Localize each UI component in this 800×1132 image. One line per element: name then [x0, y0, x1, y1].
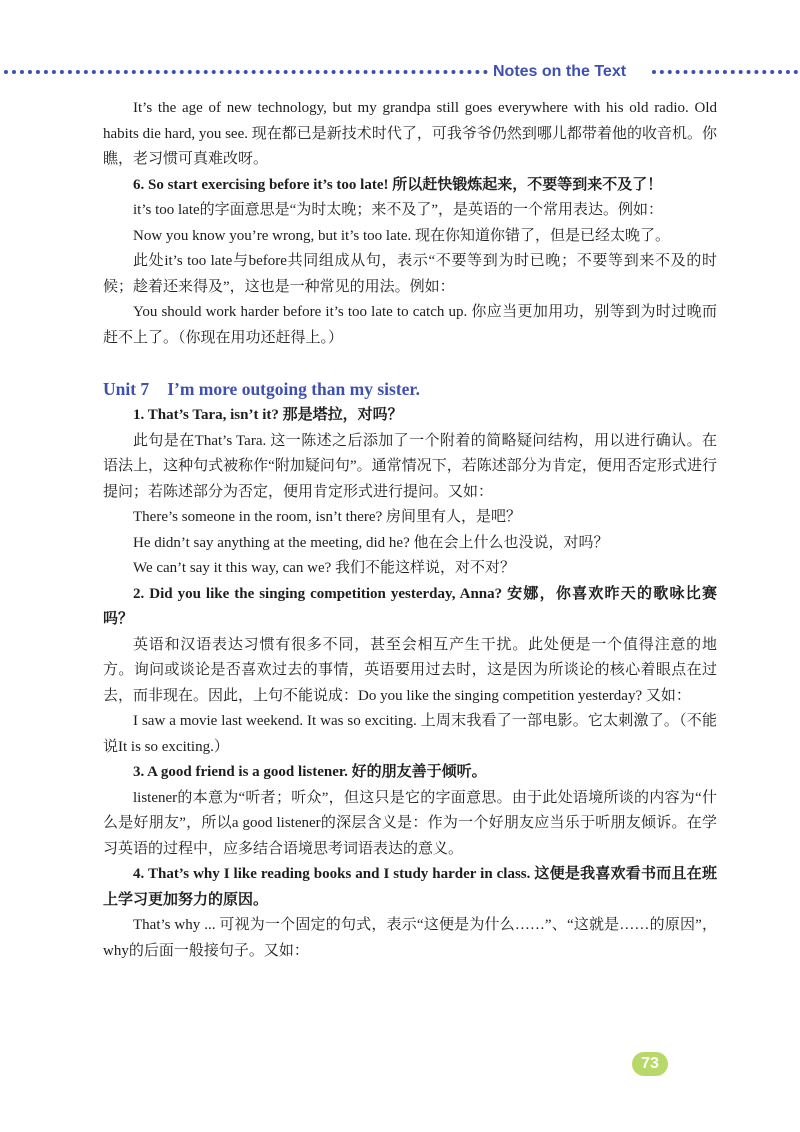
note-heading-4: 4. That’s why I like reading books and I study harder in class. 这便是我喜欢看书而且在班上学习更加努力的原因。 — [103, 866, 717, 908]
note-heading-1: 1. That’s Tara, isn’t it? 那是塔拉，对吗？ — [133, 407, 403, 423]
note-heading-3: 3. A good friend is a good listener. 好的朋友善于倾听。 — [133, 764, 487, 780]
unit-title: I’m more outgoing than my sister. — [167, 379, 420, 399]
note-text: That’s why ... 可视为一个固定的句式，表示“这便是为什么……”、“这就是……的原因”，why的后面一般接句子。又如： — [103, 917, 717, 959]
running-header — [0, 58, 800, 86]
note-heading-6: 6. So start exercising before it’s too late! 所以赶快锻炼起来，不要等到来不及了！ — [133, 176, 663, 193]
unit-heading — [103, 375, 717, 403]
page-number: 73 — [632, 1052, 668, 1076]
page-body — [103, 96, 717, 964]
note-text: it’s too late的字面意思是“为时太晚；来不及了”，是英语的一个常用表达。例如： — [133, 202, 663, 218]
note-text: listener的本意为“听者；听众”，但这只是它的字面意思。由于此处语境所谈的内容为“什么是好朋友”，所以a good listener的深层含义是：作为一个好朋友应当乐于听朋友倾诉。在学习英语的过程中，应多结合语境思考词语表达的意义。 — [103, 789, 717, 857]
note-text: 此句是在That’s Tara. 这一陈述之后添加了一个附着的简略疑问结构，用以进行确认。在语法上，这种句式被称作“附加疑问句”。通常情况下，若陈述部分为肯定，便用否定形式进行提问；若陈述部分为否定，便用肯定形式进行提问。又如： — [103, 432, 717, 500]
header-dotted-rule-left — [4, 70, 488, 74]
unit-label: Unit 7 — [103, 379, 150, 399]
example-paragraph: It’s the age of new technology, but my grandpa still goes everywhere with his old radio. Old habits die hard, you see. 现在都已是新技术时代了，可我爷爷仍然到哪儿都带着他的收音机。你瞧，老习惯可真难改呀。 — [103, 100, 717, 167]
note-heading-2: 2. Did you like the singing competition yesterday, Anna? 安娜，你喜欢昨天的歌咏比赛吗？ — [103, 585, 717, 627]
example-sentence: There’s someone in the room, isn’t there? 房间里有人，是吧？ — [133, 509, 521, 525]
example-sentence: He didn’t say anything at the meeting, did he? 他在会上什么也没说，对吗？ — [133, 534, 609, 551]
header-dotted-rule-right — [652, 70, 798, 74]
example-sentence: We can’t say it this way, can we? 我们不能这样说，对不对？ — [133, 560, 516, 576]
section-gap — [103, 351, 717, 367]
example-sentence: You should work harder before it’s too late to catch up. 你应当更加用功，别等到为时过晚而赶不上了。（你现在用功还赶得上。） — [103, 304, 717, 346]
section-title: Notes on the Text — [493, 63, 627, 80]
example-sentence: Now you know you’re wrong, but it’s too late. 现在你知道你错了，但是已经太晚了。 — [133, 227, 671, 244]
example-sentence: I saw a movie last weekend. It was so exciting. 上周末我看了一部电影。它太刺激了。（不能说It is so exciting.） — [103, 713, 717, 755]
note-text: 此处it’s too late与before共同组成从句，表示“不要等到为时已晚；不要等到来不及的时候；趁着还来得及”，这也是一种常见的用法。例如： — [103, 253, 717, 295]
note-text: 英语和汉语表达习惯有很多不同，甚至会相互产生干扰。此处便是一个值得注意的地方。询问或谈论是否喜欢过去的事情，英语要用过去时，这是因为所谈论的核心着眼点在过去，而非现在。因此，上句不能说成：Do you like the singing competition yesterday? 又如： — [103, 636, 717, 704]
